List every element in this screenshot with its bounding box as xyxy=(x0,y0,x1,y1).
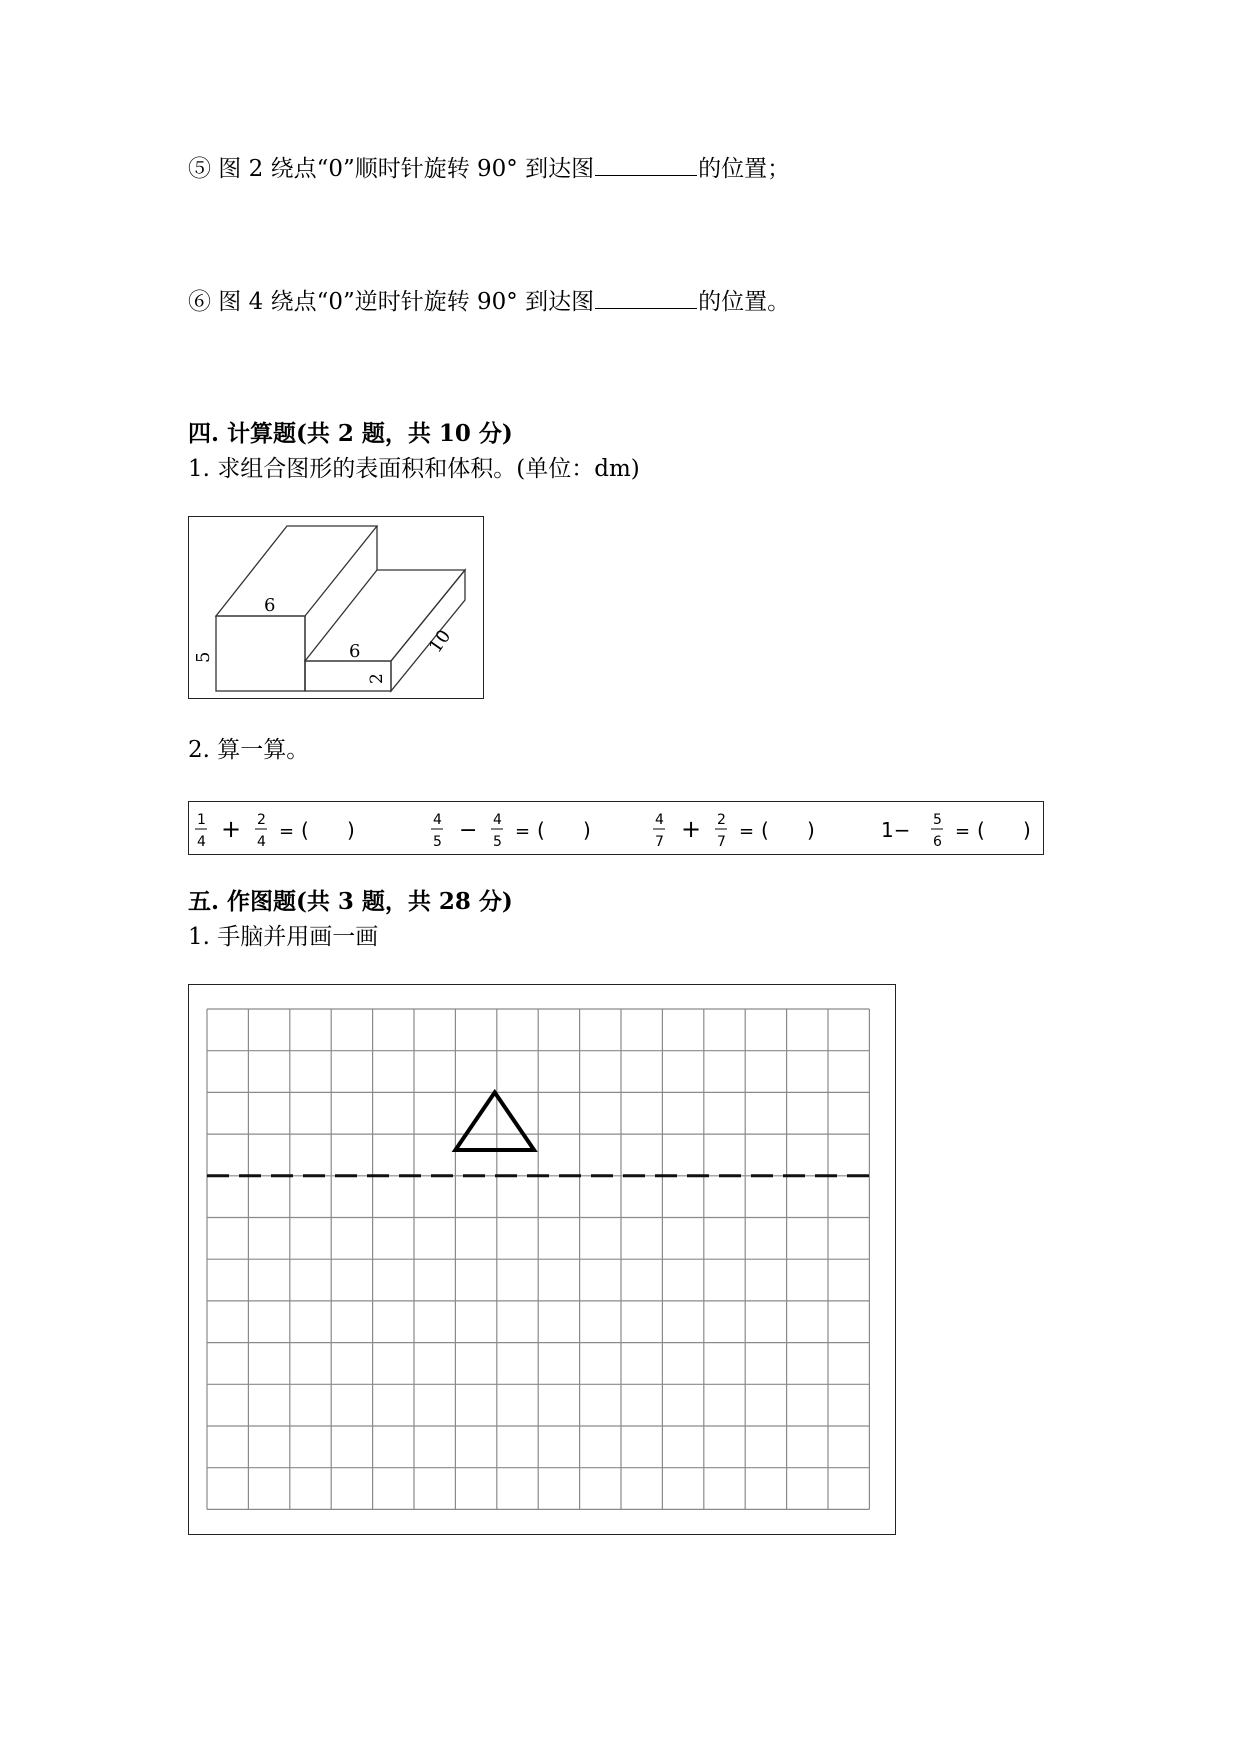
question-6-prefix: ⑥ 图 4 绕点“0”逆时针旋转 90° 到达图 xyxy=(188,289,595,315)
answer-blank-5[interactable] xyxy=(595,153,697,176)
triangle-shape xyxy=(455,1092,534,1150)
section-4-question-2: 2. 算一算。 xyxy=(188,737,310,763)
label-height: 5 xyxy=(193,651,214,663)
expr2-b-denominator: 5 xyxy=(493,834,502,850)
expr2-equals: = xyxy=(515,821,531,842)
question-6 xyxy=(188,286,790,317)
expr1-b-numerator: 2 xyxy=(257,812,266,828)
section-4-title: 四. 计算题(共 2 题，共 10 分) xyxy=(188,420,513,447)
expr3-answer-parens[interactable]: ( ) xyxy=(761,818,815,842)
label-top-width: 6 xyxy=(264,595,276,616)
expr3-operator: + xyxy=(681,815,702,843)
answer-blank-6[interactable] xyxy=(595,286,697,309)
label-step-width: 6 xyxy=(349,641,361,662)
expr1-a-denominator: 4 xyxy=(197,834,206,850)
expr3-equals: = xyxy=(739,821,755,842)
expr2-operator: − xyxy=(459,818,478,843)
fraction-calculation-box xyxy=(188,801,1044,855)
expr1-a-numerator: 1 xyxy=(197,812,206,828)
expression-2 xyxy=(431,812,591,850)
fraction-expressions xyxy=(189,802,1045,856)
section-4-question-1: 1. 求组合图形的表面积和体积。(单位：dm) xyxy=(188,456,640,482)
drawing-grid-frame xyxy=(188,984,896,1535)
expr2-b-numerator: 4 xyxy=(493,812,502,828)
expr1-b-denominator: 4 xyxy=(257,834,266,850)
expr3-b-denominator: 7 xyxy=(717,834,726,850)
expr2-a-denominator: 5 xyxy=(433,834,442,850)
expression-1 xyxy=(195,812,355,850)
expr4-b-numerator: 5 xyxy=(933,812,942,828)
question-5-suffix: 的位置； xyxy=(698,156,791,182)
expr4-b-denominator: 6 xyxy=(933,834,942,850)
question-6-suffix: 的位置。 xyxy=(698,289,791,315)
composite-solid-figure xyxy=(188,516,484,699)
expr1-operator: + xyxy=(221,815,242,843)
label-step-height: 2 xyxy=(367,673,387,684)
section-5-question-1: 1. 手脑并用画一画 xyxy=(188,924,379,950)
expr4-answer-parens[interactable]: ( ) xyxy=(977,818,1031,842)
expr2-a-numerator: 4 xyxy=(433,812,442,828)
expr4-whole-minus: 1− xyxy=(881,818,911,842)
expr2-answer-parens[interactable]: ( ) xyxy=(537,818,591,842)
expr3-a-numerator: 4 xyxy=(655,812,664,828)
expression-3 xyxy=(653,812,815,850)
expr1-answer-parens[interactable]: ( ) xyxy=(301,818,355,842)
label-depth: 10 xyxy=(424,626,456,657)
expr4-equals: = xyxy=(955,821,971,842)
drawing-grid[interactable] xyxy=(189,985,897,1536)
question-5-prefix: ⑤ 图 2 绕点“0”顺时针旋转 90° 到达图 xyxy=(188,156,595,182)
expr1-equals: = xyxy=(279,821,295,842)
expr3-a-denominator: 7 xyxy=(655,834,664,850)
section-5-title: 五. 作图题(共 3 题，共 28 分) xyxy=(188,888,513,915)
composite-solid-drawing xyxy=(189,517,485,700)
expr3-b-numerator: 2 xyxy=(717,812,726,828)
expression-4 xyxy=(881,812,1031,850)
question-5 xyxy=(188,153,790,184)
